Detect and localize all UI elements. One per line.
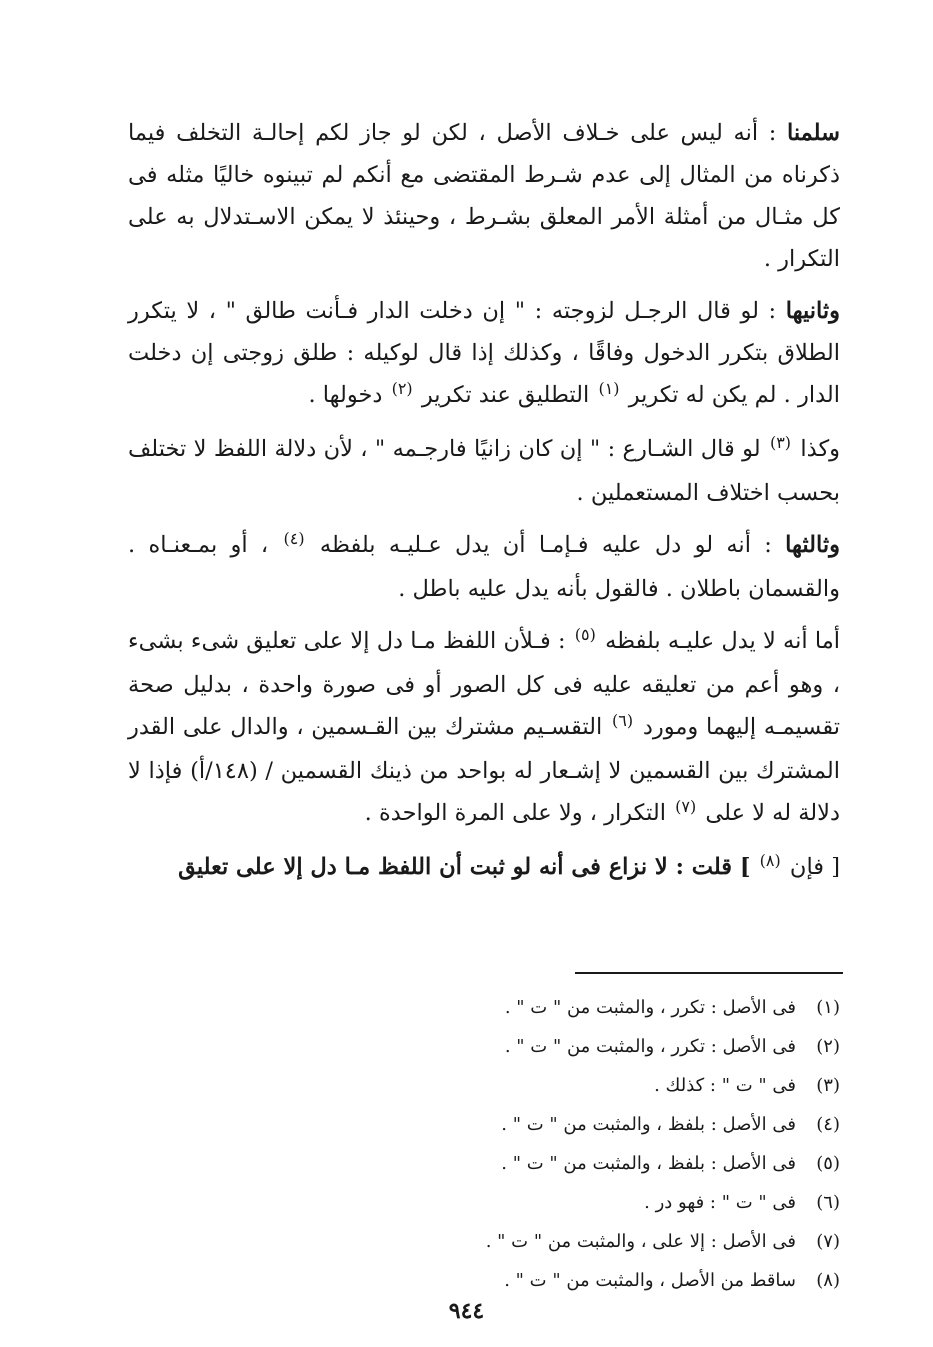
- paragraph-4: [128, 524, 840, 610]
- footnote-ref[interactable]: (٣): [769, 433, 792, 452]
- paragraph-5: [128, 620, 840, 836]
- paragraph-text: لو قال الشـارع : " إن كان زانيًا فارجـمه " ، لأن دلالة اللفظ لا تختلف بحسب اختلاف المستعملين .: [128, 436, 840, 506]
- footnote-ref[interactable]: (٦): [612, 711, 634, 730]
- footnote-item: [420, 1183, 840, 1222]
- paragraph-lead: وثانيها: [785, 298, 841, 324]
- footnote-item: [420, 1027, 840, 1066]
- paragraph-text: التطليق عند تكرير: [421, 382, 590, 408]
- paragraph-text: أما أنه لا يدل عليـه بلفظه: [605, 628, 840, 654]
- footnote-item: [420, 1222, 840, 1261]
- page-number: ٩٤٤: [448, 1298, 485, 1324]
- footnote-number: (٦): [816, 1192, 840, 1213]
- paragraph-text: : فـلأن اللفظ مـا دل إلا على تعليق شىء بشىء ، وهو أعم من تعليقه عليه فى كل الصور أو فى صورة واحدة ، بدليل صحة تقسيمـه إليهما ومورد: [128, 628, 840, 740]
- footnote-text: فى الأصل : تكرر ، والمثبت من " ت " .: [504, 997, 796, 1018]
- footnote-text: فى " ت " : كذلك .: [654, 1075, 796, 1096]
- footnote-number: (٤): [816, 1114, 840, 1135]
- paragraph-lead: سلمنا: [787, 120, 840, 146]
- paragraph-text: التكرار ، ولا على المرة الواحدة .: [364, 800, 666, 826]
- footnote-text: فى " ت " : فهو در .: [644, 1192, 796, 1213]
- main-text: [128, 112, 840, 900]
- paragraph-text: : لو قال الرجـل لزوجته : " إن دخلت الدار فـأنت طالق " ، لا يتكرر الطلاق بتكرر الدخول وفاقًا ، وكذلك إذا قال لوكيله : طلق زوجتى إن دخلت الدار . لم يكن له تكرير: [128, 298, 840, 408]
- paragraph-3: [128, 428, 840, 514]
- footnote-ref[interactable]: (٧): [675, 797, 697, 816]
- footnote-divider: [575, 972, 843, 974]
- paragraph-lead: وثالثها: [785, 532, 840, 558]
- footnote-text: فى الأصل : تكرر ، والمثبت من " ت " .: [504, 1036, 796, 1057]
- footnote-number: (٢): [816, 1036, 840, 1057]
- paragraph-text: دخولها .: [308, 382, 383, 408]
- footnote-ref[interactable]: (٨): [759, 851, 781, 870]
- paragraph-text: ] قلت : لا نزاع فى أنه لو ثبت أن اللفظ مـا دل إلا على تعليق: [178, 854, 751, 880]
- footnote-item: [420, 1144, 840, 1183]
- paragraph-text: وكذا: [800, 436, 841, 462]
- footnote-text: فى الأصل : بلفظ ، والمثبت من " ت " .: [501, 1153, 796, 1174]
- footnotes: [420, 988, 840, 1300]
- paragraph-text: ، أو بمـعنـاه . والقسمان باطلان . فالقول بأنه يدل عليه باطل .: [128, 532, 840, 602]
- footnote-number: (٨): [816, 1270, 840, 1291]
- paragraph-text: [ فإن: [789, 854, 840, 880]
- paragraph-text: التقسـيم مشترك بين القـسمين ، والدال على القدر المشترك بين القسمين لا إشـعار له بواحد من ذينك القسمين / (١٤٨/أ) فإذا لا دلالة له لا على: [128, 714, 840, 826]
- footnote-text: فى الأصل : إلا على ، والمثبت من " ت " .: [485, 1231, 796, 1252]
- footnote-text: فى الأصل : بلفظ ، والمثبت من " ت " .: [501, 1114, 796, 1135]
- footnote-ref[interactable]: (٥): [574, 625, 596, 644]
- footnote-number: (١): [816, 997, 840, 1018]
- footnote-item: [420, 1261, 840, 1300]
- footnote-ref[interactable]: (٤): [283, 529, 305, 548]
- footnote-number: (٣): [816, 1075, 840, 1096]
- footnote-item: [420, 988, 840, 1027]
- footnote-number: (٥): [816, 1153, 840, 1174]
- footnote-number: (٧): [816, 1231, 840, 1252]
- paragraph-text: : أنه ليس على خـلاف الأصل ، لكن لو جاز لكم إحالـة التخلف فيما ذكرناه من المثال إلى عدم شـرط المقتضى مع أنكم لم تبينوه خاليًا مثله فى كل مثـال من أمثلة الأمر المعلق بشـرط ، وحينئذ لا يمكن الاسـتدلال به على التكرار .: [128, 120, 840, 272]
- footnote-item: [420, 1066, 840, 1105]
- paragraph-text: : أنه لو دل عليه فـإمـا أن يدل عـليـه بلفظه: [319, 532, 772, 558]
- paragraph-1: [128, 112, 840, 280]
- footnote-ref[interactable]: (٢): [391, 379, 413, 398]
- footnote-text: ساقط من الأصل ، والمثبت من " ت " .: [504, 1270, 796, 1291]
- paragraph-2: [128, 290, 840, 418]
- footnote-ref[interactable]: (١): [598, 379, 620, 398]
- paragraph-6: [128, 846, 840, 890]
- footnote-item: [420, 1105, 840, 1144]
